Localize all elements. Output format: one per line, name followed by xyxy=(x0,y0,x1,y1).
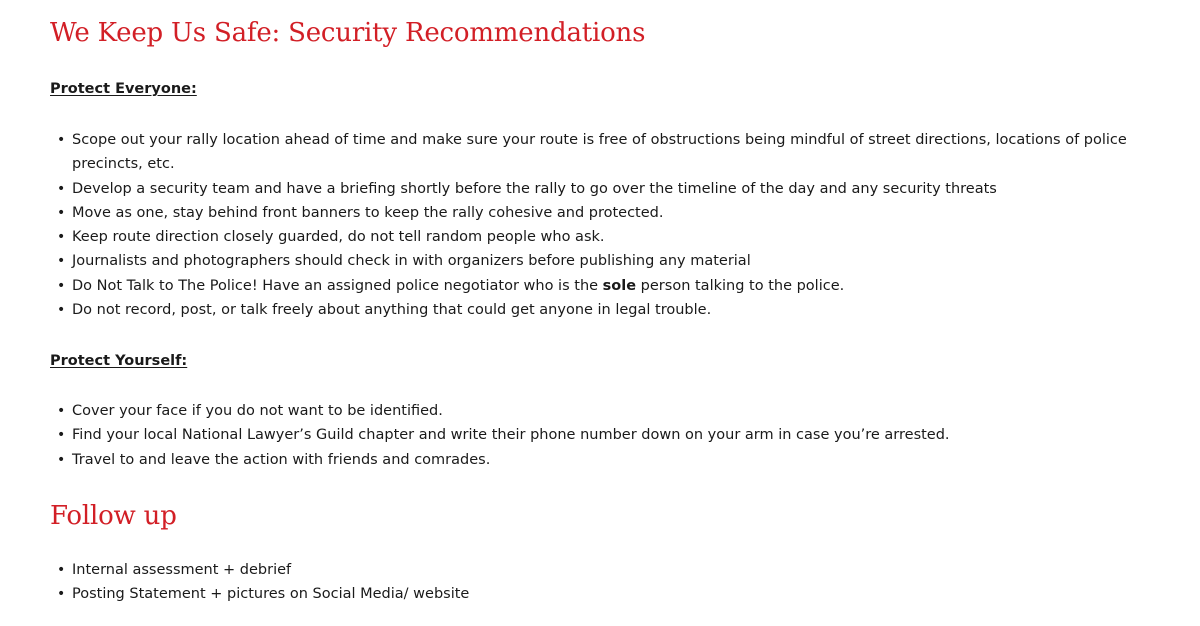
list-item: • Do not record, post, or talk freely about anything that could get anyone in legal trouble. xyxy=(50,298,1160,322)
protect-yourself-heading: Protect Yourself: xyxy=(50,353,188,369)
bullet-icon: • xyxy=(57,586,66,603)
list-item: • Keep route direction closely guarded, do not tell random people who ask. xyxy=(50,225,1160,249)
bullet-icon: • xyxy=(57,253,66,270)
followup-heading: Follow up xyxy=(50,501,177,531)
bullet-icon: • xyxy=(57,403,66,419)
list-item: • Develop a security team and have a briefing shortly before the rally to go over the timeline of the day and any security threats xyxy=(50,177,1160,201)
bullet-icon: • xyxy=(57,451,66,468)
list-item: • Cover your face if you do not want to be identified. xyxy=(50,399,1160,423)
bullet-icon: • xyxy=(57,204,66,221)
list-item: • Move as one, stay behind front banners to keep the rally cohesive and protected. xyxy=(50,201,1160,225)
bullet-icon: • xyxy=(57,562,66,578)
emphasis-text: sole xyxy=(602,277,637,294)
bullet-icon: • xyxy=(57,302,66,319)
page-title: We Keep Us Safe: Security Recommendations xyxy=(50,18,646,48)
bullet-icon: • xyxy=(57,132,66,148)
list-item: • Internal assessment + debrief xyxy=(50,558,1160,582)
bullet-icon: • xyxy=(57,427,66,444)
bullet-icon: • xyxy=(57,180,66,197)
list-item: • Posting Statement + pictures on Social Media/ website xyxy=(50,582,1160,606)
list-item: • Scope out your rally location ahead of time and make sure your route is free of obstructions being mindful of street directions, locations of police precincts, etc. xyxy=(50,128,1160,177)
list-item: • Do Not Talk to The Police! Have an assigned police negotiator who is the sole person talking to the police. xyxy=(50,274,1160,298)
followup-list xyxy=(50,558,1160,607)
protect-everyone-heading: Protect Everyone: xyxy=(50,81,197,97)
bullet-icon: • xyxy=(57,229,66,246)
bullet-icon: • xyxy=(57,277,66,294)
list-item: • Find your local National Lawyer’s Guild chapter and write their phone number down on your arm in case you’re arrested. xyxy=(50,423,1160,447)
protect-everyone-list xyxy=(50,128,1160,322)
list-item: • Journalists and photographers should check in with organizers before publishing any material xyxy=(50,249,1160,273)
protect-yourself-list xyxy=(50,399,1160,472)
list-item: • Travel to and leave the action with friends and comrades. xyxy=(50,448,1160,472)
